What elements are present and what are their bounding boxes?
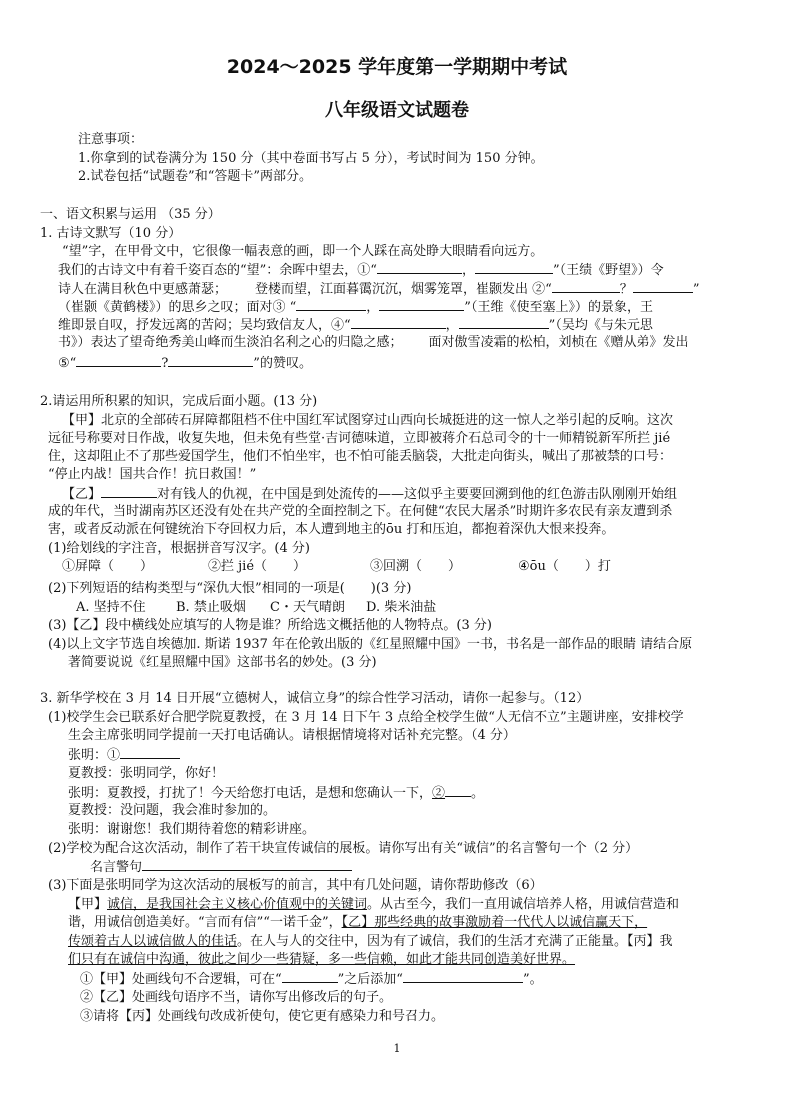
q1-line-5 bbox=[58, 334, 689, 351]
q3-task-1 bbox=[80, 970, 543, 988]
notice-item-1: 1.你拿到的试卷满分为 150 分（其中卷面书写占 5 分），考试时间为 150 分钟。 bbox=[78, 151, 544, 166]
q1-text: 面对傲雪凌霜的松柏，刘桢在《赠从弟》发出 bbox=[428, 335, 689, 350]
q1-text: 书》）表达了望奇绝秀美山峰而生淡泊名利之心的归隐之感； bbox=[58, 335, 403, 350]
q3-text: 。从古至今，我们一直用诚信培养人格，用诚信营造和 bbox=[367, 897, 680, 912]
q3-text: 谐，用诚信创造美好。“言而有信”“一诺千金”， bbox=[68, 915, 342, 930]
q3-dialog-3 bbox=[68, 784, 484, 802]
exam-subtitle: 八年级语文试题卷 bbox=[325, 100, 469, 121]
answer-blank[interactable] bbox=[379, 298, 464, 311]
q2-jia-line-2: 远征号称要对日作战，收复失地，但未免有些堂·吉诃德味道，立即被蒋介石总司令的十一师精锐新军所拦 jié bbox=[48, 431, 671, 446]
q3-text: 诚信，是我国社会主义核心价值观中的关键词 bbox=[107, 897, 368, 912]
q3-text: 。 bbox=[471, 786, 485, 801]
q1-text: ， bbox=[445, 318, 459, 333]
q2-sub-1-item: ③回溯（ ） bbox=[370, 559, 462, 574]
q1-title: 1. 古诗文默写（10 分） bbox=[40, 226, 182, 241]
q1-text: 登楼而望，江面暮霭沉沉，烟雾笼罩，崔颢发出 ②“ bbox=[255, 282, 552, 297]
answer-blank[interactable] bbox=[445, 784, 471, 797]
q3-sub-2: (2)学校为配合这次活动，制作了若干块宣传诚信的展板。请你写出有关“诚信”的名言警句一个（2 分） bbox=[48, 841, 639, 856]
q1-line-6 bbox=[58, 354, 312, 372]
answer-blank[interactable] bbox=[633, 280, 693, 293]
answer-blank[interactable] bbox=[351, 316, 446, 329]
answer-blank[interactable] bbox=[76, 354, 161, 367]
answer-blank[interactable] bbox=[377, 261, 462, 274]
answer-blank[interactable] bbox=[403, 970, 523, 983]
answer-blank[interactable] bbox=[142, 858, 352, 871]
q2-sub-1: (1)给划线的字注音，根据拼音写汉字。(4 分) bbox=[48, 541, 310, 556]
q2-jia-line-1: 【甲】北京的全部砖石屏障都阻档不住中国红军试图穿过山西向长城挺进的这一惊人之举引起的反响。这次 bbox=[62, 413, 674, 428]
q3-title: 3. 新华学校在 3 月 14 日开展“立德树人，诚信立身”的综合性学习活动，请你一起参与。（12） bbox=[40, 691, 590, 706]
q1-text: ”（王维《使至塞上》）的景象，王 bbox=[464, 300, 653, 315]
q2-sub-1-item: ④ōu（ ）打 bbox=[518, 559, 611, 574]
q3-para-line-4 bbox=[68, 951, 575, 968]
answer-blank[interactable] bbox=[552, 280, 620, 293]
q3-text: 。在人与人的交往中，因为有了诚信，我们的生活才充满了正能量。【丙】我 bbox=[237, 934, 673, 949]
q3-text: 们只有在诚信中沟通，彼此之间少一些猜疑，多一些信赖，如此才能共同创造美好世界。 bbox=[68, 952, 576, 967]
q3-sub-1-cont: 生会主席张明同学提前一天打电话确认。请根据情境将对话补充完整。（4 分） bbox=[68, 728, 516, 743]
q3-text: 传颂着古人以诚信做人的佳话 bbox=[68, 934, 238, 949]
q1-text: 维即景自叹，抒发远离的苦闷；吴均致信友人，④“ bbox=[58, 318, 351, 333]
q1-text: （崔颢《黄鹤楼》）的思乡之叹；面对③ “ bbox=[58, 300, 297, 315]
answer-blank[interactable] bbox=[168, 354, 253, 367]
q2-text: 【乙】 bbox=[62, 487, 102, 502]
answer-blank[interactable] bbox=[459, 316, 549, 329]
q3-text: 张明：① bbox=[68, 748, 121, 763]
exam-title: 2024～2025 学年度第一学期期中考试 bbox=[226, 56, 568, 78]
q3-task-2: ②【乙】处画线句语序不当，请你写出修改后的句子。 bbox=[80, 990, 393, 1005]
q3-dialog-1 bbox=[68, 746, 180, 764]
q2-option: B. 禁止吸烟 bbox=[176, 600, 246, 615]
q2-sub-4: (4)以上文字节选自埃德加. 斯诺 1937 年在伦敦出版的《红星照耀中国》一书，书名是一部作品的眼睛 请结合原 bbox=[48, 637, 693, 652]
q2-yi-line-3: 害，或者反动派在何键统治下夺回权力后，本人遭到地主的ōu 打和压迫，都抱着深仇大恨来投奔。 bbox=[48, 522, 615, 537]
notice-heading: 注意事项： bbox=[78, 132, 144, 147]
q3-sub-3: (3)下面是张明同学为这次活动的展板写的前言，其中有几处问题，请你帮助修改（6） bbox=[48, 878, 543, 893]
q3-sub-1: (1)校学生会已联系好合肥学院夏教授，在 3 月 14 日下午 3 点给全校学生做“人无信不立”主题讲座，安排校学 bbox=[48, 710, 684, 725]
answer-blank[interactable] bbox=[475, 261, 553, 274]
q1-line-3 bbox=[58, 298, 653, 316]
q3-text: 名言警句 bbox=[90, 860, 143, 875]
q2-option: A. 坚持不住 bbox=[76, 600, 146, 615]
q1-text: ? bbox=[161, 356, 169, 371]
q3-task-3: ③请将【丙】处画线句改成祈使句，使它更有感染力和号召力。 bbox=[80, 1009, 445, 1024]
q1-text: 诗人在满目秋色中更感萧瑟； bbox=[58, 282, 228, 297]
q2-yi-line-1 bbox=[62, 485, 677, 503]
q1-text: ”（吴均《与朱元思 bbox=[548, 318, 653, 333]
q2-text: 对有钱人的仇视，在中国是到处流传的——这似乎主要要回溯到他的红色游击队刚刚开始组 bbox=[157, 487, 678, 502]
q1-text: ？ bbox=[619, 282, 633, 297]
q3-text: ② bbox=[432, 786, 446, 801]
q3-text: ①【甲】处画线句不合逻辑，可在“ bbox=[80, 972, 282, 987]
q2-sub-2: (2)下列短语的结构类型与“深仇大恨”相同的一项是( )(3 分) bbox=[48, 581, 412, 596]
q3-text: 【甲】 bbox=[68, 897, 108, 912]
q3-para-line-3 bbox=[68, 933, 673, 950]
answer-blank[interactable] bbox=[296, 298, 366, 311]
q1-text: ” bbox=[692, 282, 700, 297]
q2-option: D. 柴米油盐 bbox=[366, 600, 437, 615]
q3-text: ”之后添加“ bbox=[337, 972, 403, 987]
q3-dialog-2: 夏教授：张明同学，你好！ bbox=[68, 766, 225, 781]
q2-option: C・天气晴朗 bbox=[270, 600, 345, 615]
q2-sub-4-cont: 著简要说说《红星照耀中国》这部书名的妙处。(3 分) bbox=[68, 655, 377, 670]
q2-sub-3: (3)【乙】段中横线处应填写的人物是谁？所给选文概括他的人物特点。(3 分) bbox=[48, 618, 492, 633]
q1-text: ⑤“ bbox=[58, 356, 77, 371]
page-number: 1 bbox=[393, 1042, 401, 1055]
q3-para-line-1 bbox=[68, 896, 679, 913]
q1-text: ”的赞叹。 bbox=[253, 356, 312, 371]
q1-line-1 bbox=[58, 261, 664, 279]
q1-intro: “望”字，在甲骨文中，它很像一幅表意的画，即一个人踩在高处睁大眼睛看向远方。 bbox=[62, 244, 544, 259]
q3-text: 张明：夏教授，打扰了！今天给您打电话，是想和您确认一下， bbox=[68, 786, 433, 801]
q1-text: ， bbox=[461, 263, 475, 278]
q2-sub-1-item: ②拦 jié（ ） bbox=[208, 559, 307, 574]
q3-text: 【乙】那些经典的故事激励着一代代人以诚信赢天下， bbox=[341, 915, 648, 930]
q3-dialog-5: 张明：谢谢您！我们期待着您的精彩讲座。 bbox=[68, 822, 316, 837]
q3-motto-line bbox=[90, 858, 352, 876]
q2-jia-line-4: “停止内战！国共合作！抗日救国！” bbox=[48, 467, 257, 482]
q2-title: 2.请运用所积累的知识，完成后面小题。(13 分) bbox=[40, 394, 318, 409]
answer-blank[interactable] bbox=[101, 485, 157, 498]
answer-blank[interactable] bbox=[282, 970, 338, 983]
q1-line-4 bbox=[58, 316, 653, 334]
section-heading: 一、语文积累与运用 （35 分） bbox=[40, 207, 221, 222]
q3-dialog-4: 夏教授：没问题，我会准时参加的。 bbox=[68, 803, 277, 818]
q2-yi-line-2: 成的年代，当时湖南苏区还没有处在共产党的全面控制之下。在何健“农民大屠杀”时期许多农民有亲友遭到杀 bbox=[48, 504, 673, 519]
q2-jia-line-3: 住，这却阻止不了那些爱国学生，他们不怕坐牢，也不怕可能丢脑袋，大批走向街头，喊出了那被禁的口号： bbox=[48, 449, 673, 464]
q1-text: 我们的古诗文中有着千姿百态的“望”：余晖中望去，①“ bbox=[58, 263, 377, 278]
q2-sub-1-item: ①屏障（ ） bbox=[62, 559, 154, 574]
q1-line-2 bbox=[58, 280, 699, 298]
q3-para-line-2 bbox=[68, 914, 647, 931]
q1-text: ， bbox=[366, 300, 380, 315]
notice-item-2: 2.试卷包括“试题卷”和“答题卡”两部分。 bbox=[78, 169, 312, 184]
answer-blank[interactable] bbox=[120, 746, 180, 759]
q3-text: ”。 bbox=[522, 972, 543, 987]
q1-text: ”（王绩《野望》）令 bbox=[552, 263, 664, 278]
